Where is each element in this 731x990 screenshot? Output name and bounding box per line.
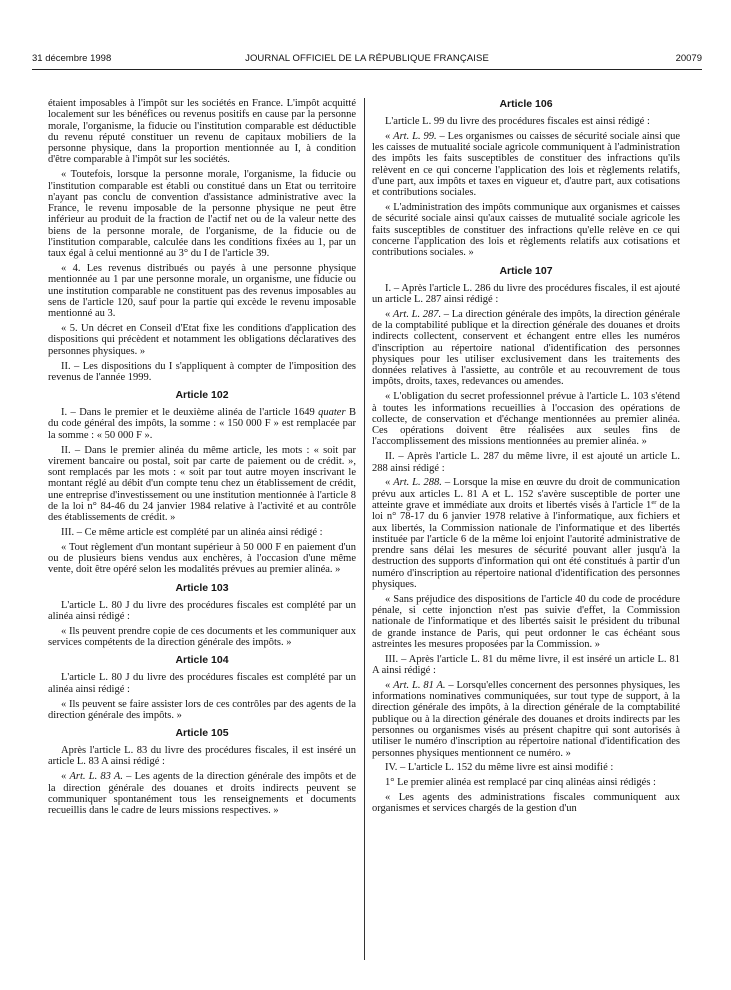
paragraph: « Tout règlement d'un montant supérieur à 50 000 F en paiement d'un ou de plusieurs biens vendus aux enchères, à l'occasion d'une même vente, doit être opéré selon les modalités prévues au premier alinéa. » xyxy=(48,541,356,576)
text-run: « xyxy=(61,771,70,783)
left-column xyxy=(48,98,356,820)
paragraph: L'article L. 80 J du livre des procédures fiscales est complété par un alinéa ainsi rédigé : xyxy=(48,599,356,623)
paragraph xyxy=(372,477,680,590)
paragraph: étaient imposables à l'impôt sur les sociétés en France. L'impôt acquitté localement sur les bénéfices ou revenus positifs en cause par la personne morale, l'organisme, la fiducie ou l'institution comparable est déductible du revenu réputé constituer un revenu de capitaux mobiliers de la personne physique, dans la proportion mentionnée au I, à condition d'être comparable à l'impôt sur les sociétés. xyxy=(48,98,356,166)
article-105-heading: Article 105 xyxy=(175,727,229,740)
paragraph: « 4. Les revenus distribués ou payés à une personne physique mentionnée au 1 par une personne morale, un organisme, une fiducie ou une institution comparable ne constituent pas des revenus imposables au sens de l'article 120, sauf pour la partie qui excède le revenu imposable mentionné au 3. xyxy=(48,263,356,320)
paragraph: « L'administration des impôts communique aux organismes et caisses de sécurité sociale ainsi qu'aux caisses de mutualité sociale agricole les faits susceptibles de constituer des infractions qu'elle relève en ce qui concerne l'application des lois et règlements relatifs aux cotisations et contributions sociales. » xyxy=(372,202,680,259)
italic-run: Art. L. 288. xyxy=(393,477,442,489)
column-separator xyxy=(364,98,365,960)
italic-run: quater xyxy=(318,407,346,419)
right-column xyxy=(372,98,680,818)
paragraph: « Sans préjudice des dispositions de l'article 40 du code de procédure pénale, si cette injonction n'est pas suivie d'effet, la Commission nationale de l'informatique et des libertés saisit le président du tribunal de grande instance de Paris, qui peut ordonner le cas échéant sous astreintes les mesures proposées par la Commission. » xyxy=(372,593,680,650)
paragraph: « 5. Un décret en Conseil d'Etat fixe les conditions d'application des dispositions qui précèdent et notamment les obligations déclaratives des personnes physiques. » xyxy=(48,323,356,357)
text-run: I. – Dans le premier et le deuxième alinéa de l'article 1649 xyxy=(61,407,319,419)
text-run: – Lorsqu'elles concernent des personnes physiques, les informations nominatives communiquées, sur tout type de support, à la direction générale des impôts, à la direction générale de la comptabilité publique ou à la direction générale des douanes et droits indirects par les personnes ou organismes visés au présent chapitre qui sont autorisés à utiliser le numéro d'inscription au répertoire national d'identification des personnes physiques mentionnent ce numéro. » xyxy=(372,679,681,759)
paragraph: II. – Après l'article L. 287 du même livre, il est ajouté un article L. 288 ainsi rédigé : xyxy=(372,451,680,474)
italic-run: Art. L. 287. xyxy=(392,308,442,320)
paragraph: 1° Le premier alinéa est remplacé par cinq alinéas ainsi rédigés : xyxy=(385,777,656,789)
italic-run: Art. L. 99. xyxy=(393,130,437,142)
text-run: de la loi n° 78-17 du 6 janvier 1978 relative à l'informatique, aux fichiers et aux libertés, la Commission nationale de l'informatique et des libertés instituée par l'article 6 de la même loi enjoint l'autorité administrative de prendre sans délai les mesures de sécurité pouvant aller jusqu'à la destruction des supports d'information qui ont été constitués à partir d'un numéro d'inscription au répertoire national d'identification des personnes physiques. xyxy=(372,499,680,590)
header-rule xyxy=(32,69,702,70)
italic-run: Art. L. 81 A. xyxy=(393,679,446,691)
text-run: – La direction générale des impôts, la direction générale de la comptabilité publique et la direction générale des douanes et droits indirects collectent, conservent et échangent entre elles les numéros d'inscription au répertoire national d'identification des personnes physiques pour les utiliser exclusivement dans les traitements des données relatives à l'assiette, au contrôle et au recouvrement de tous impôts, droits, taxes, redevances ou amendes. xyxy=(372,308,680,388)
text-run: « xyxy=(385,477,394,489)
text-run: B du code général des impôts, la somme : « 150 000 F » est remplacée par la somme : « 50 000 F ». xyxy=(48,407,356,441)
paragraph: « Ils peuvent se faire assister lors de ces contrôles par des agents de la direction générale des impôts. » xyxy=(48,698,356,721)
article-102-heading: Article 102 xyxy=(175,389,229,402)
paragraph: « L'obligation du secret professionnel prévue à l'article L. 103 s'étend à toutes les informations recueillies à l'occasion des opérations de collecte, de conservation et d'échange mentionnées au premier alinéa. Ces opérations doivent être réalisées aux seules fins de l'accomplissement des missions mentionnées au premier alinéa. » xyxy=(372,391,680,448)
paragraph: « Ils peuvent prendre copie de ces documents et les communiquer aux services compétents de la direction générale des impôts. » xyxy=(48,625,356,649)
paragraph: II. – Les dispositions du I s'appliquent à compter de l'imposition des revenus de l'année 1999. xyxy=(48,360,356,383)
text-run: – Les agents de la direction générale des impôts et de la direction générale des douanes et droits indirects peuvent se communiquer spontanément tous les renseignements et documents recueillis dans le cadre de leurs missions respectives. » xyxy=(48,771,356,817)
paragraph: Après l'article L. 83 du livre des procédures fiscales, il est inséré un article L. 83 A ainsi rédigé : xyxy=(48,745,356,768)
paragraph xyxy=(372,131,680,199)
text-run: « xyxy=(385,130,394,142)
paragraph xyxy=(48,771,356,816)
paragraph: « Toutefois, lorsque la personne morale, l'organisme, la fiducie ou l'institution comparable est établi ou constitué dans un Etat ou territoire n'ayant pas conclu de convention d'assistance administrative avec la France, le revenu imposable de la personne physique ne peut être inférieur au produit de la fraction de l'actif net ou de la valeur nette des biens de la personne morale, de l'organisme, de la fiducie ou de l'institution comparable, calculée dans les conditions fixées au 1, par un taux égal à celui mentionné au 3° du I de l'article 39. xyxy=(48,169,356,260)
paragraph: I. – Après l'article L. 286 du livre des procédures fiscales, il est ajouté un article L. 287 ainsi rédigé : xyxy=(372,282,680,305)
paragraph: L'article L. 99 du livre des procédures fiscales est ainsi rédigé : xyxy=(385,116,650,127)
page-header xyxy=(32,50,702,66)
article-107-heading: Article 107 xyxy=(499,264,553,277)
header-date: 31 décembre 1998 xyxy=(32,53,112,64)
text-run: « xyxy=(385,679,394,691)
paragraph xyxy=(372,309,680,388)
paragraph: IV. – L'article L. 152 du même livre est ainsi modifié : xyxy=(385,762,614,774)
paragraph: L'article L. 80 J du livre des procédures fiscales est complété par un alinéa ainsi rédigé : xyxy=(48,672,356,695)
paragraph: III. – Après l'article L. 81 du même livre, il est inséré un article L. 81 A ainsi rédigé : xyxy=(372,653,680,677)
header-title: JOURNAL OFFICIEL DE LA RÉPUBLIQUE FRANÇAISE xyxy=(245,53,489,64)
paragraph: II. – Dans le premier alinéa du même article, les mots : « soit par virement bancaire ou postal, soit par carte de paiement ou de crédit. », sont remplacés par les mots : « soit par tout autre moyen inscrivant le montant réglé au débit d'un compte tenu chez un établissement de crédit, une entreprise d'investissement ou une institution mentionnée à l'article 8 de la loi n° 84-46 du 24 janvier 1984 relative à l'activité et au contrôle des établissements de crédit. » xyxy=(48,444,356,524)
article-104-heading: Article 104 xyxy=(175,654,229,667)
text-run: « xyxy=(385,308,393,320)
paragraph xyxy=(48,407,356,441)
text-run: – Lorsque la mise en œuvre du droit de communication prévu aux articles L. 81 A et L. 152 s'avère susceptible de porter une atteinte grave et immédiate aux droits et libertés visés à l'article 1 xyxy=(372,477,681,511)
superscript: er xyxy=(651,498,657,506)
paragraph xyxy=(372,680,680,759)
italic-run: Art. L. 83 A. xyxy=(69,771,123,783)
text-run: – Les organismes ou caisses de sécurité sociale ainsi que les caisses de mutualité sociale agricole communiquent à l'administration des impôts les faits susceptibles de constituer des infractions qu'ils relèvent en ce qui concerne l'application des lois et règlements relatifs, d'une part, aux impôts et taxes en vigueur et, d'autre part, aux cotisations et contributions sociales. xyxy=(372,130,681,199)
paragraph: « Les agents des administrations fiscales communiquent aux organismes et services chargés de la gestion d'un xyxy=(372,792,680,815)
header-page-number: 20079 xyxy=(675,53,702,64)
article-106-heading: Article 106 xyxy=(499,98,553,110)
paragraph: III. – Ce même article est complété par un alinéa ainsi rédigé : xyxy=(61,527,323,539)
article-103-heading: Article 103 xyxy=(175,581,229,594)
